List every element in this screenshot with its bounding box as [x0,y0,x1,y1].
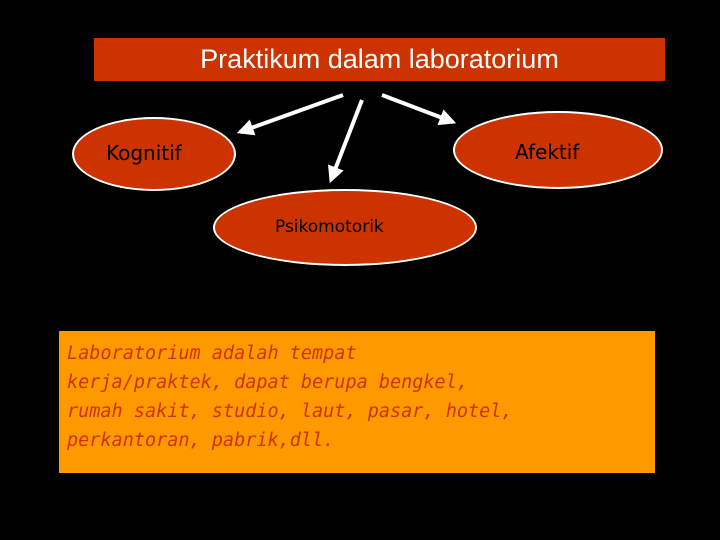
node-psikomotorik-label: Psikomotorik [275,217,384,237]
description-box [59,331,655,473]
node-afektif-label: Afektif [515,140,580,164]
description-line: kerja/praktek, dapat berupa bengkel, [67,372,468,393]
node-kognitif-label: Kognitif [106,141,182,165]
arrow-to-afektif [382,95,453,122]
arrow-to-kognitif [240,95,343,132]
node-psikomotorik [213,189,477,266]
node-kognitif [72,117,236,191]
arrow-to-psikomotorik [331,100,362,180]
description-line: rumah sakit, studio, laut, pasar, hotel, [67,401,513,422]
node-afektif [453,111,663,189]
description-line: Laboratorium adalah tempat [67,343,357,364]
description-line: perkantoran, pabrik,dll. [67,430,335,451]
diagram-title: Praktikum dalam laboratorium [93,37,666,82]
